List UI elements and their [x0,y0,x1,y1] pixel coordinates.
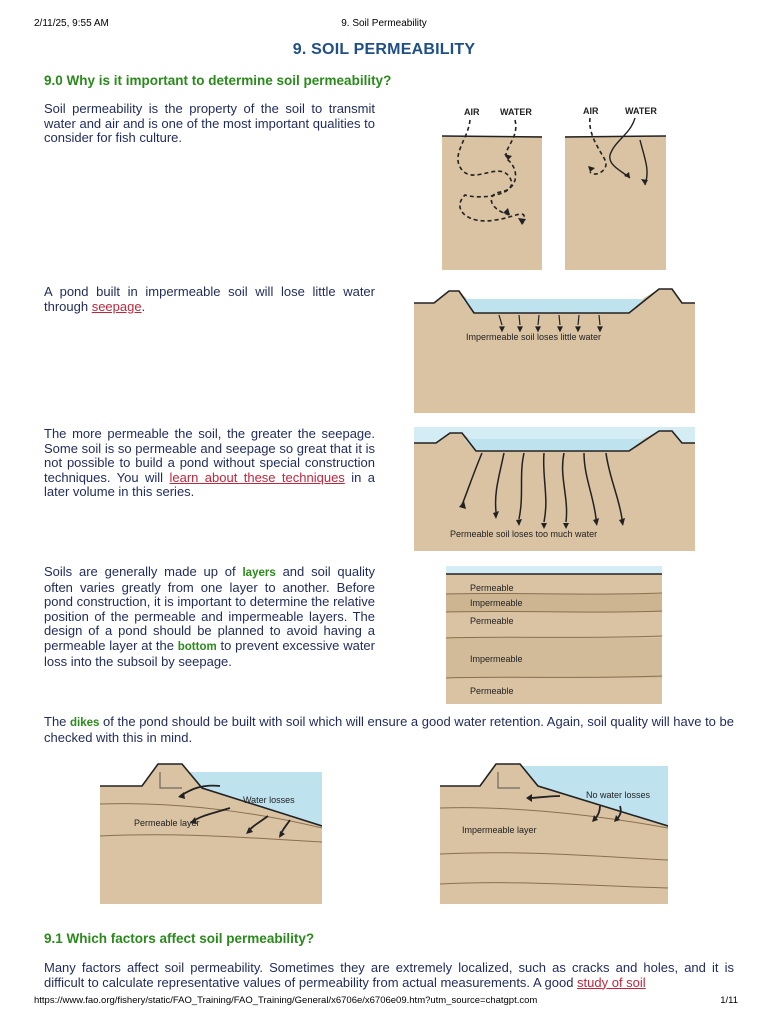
p2-text: A pond built in impermeable soil will lose little water through [44,284,375,314]
p3-text: The more permeable the soil, the greater the seepage. Some soil is so permeable and seepage so great that it is not possible to build a pond without special construction techniques. You will [44,426,375,485]
water-losses-label: Water losses [243,795,295,805]
layer-label-1: Permeable [470,583,514,593]
layer-label-5: Permeable [470,686,514,696]
figure-soil-layers [446,566,662,704]
paragraph-factors [44,961,734,990]
figure-dike-permeable-layer [100,758,322,906]
permeable-layer-label: Permeable layer [134,818,200,828]
p4-c: to prevent excessive water loss into the subsoil by seepage. [44,637,375,669]
page-title: 9. SOIL PERMEABILITY [292,41,476,58]
figure-dike-impermeable-layer [440,758,668,906]
permeable-pond-label: Permeable soil loses too much water [450,529,598,539]
paragraph-permeable-seepage [44,427,375,500]
print-page-title: 9. Soil Permeability [341,18,427,29]
impermeable-layer-label: Impermeable layer [462,825,537,835]
paragraph-impermeable-pond [44,285,375,314]
factors-text: Many factors affect soil permeability. Sometimes they are extremely localized, such as cracks and holes, and it is difficult to calculate representative values of permeability from actual measurements. A good [44,960,734,990]
paragraph-dikes [44,715,734,745]
p2-end: . [141,298,146,314]
figure-air-water-soil [440,100,670,275]
figure-impermeable-pond [414,285,695,415]
p4-b: and soil quality often varies greatly from one layer to another. Before pond construction, it is important to determine the relative position of the permeable and impermeable layers. The design of a pond should be planned to avoid having a permeable layer at the [44,564,375,653]
print-url: https://www.fao.org/fishery/static/FAO_Training/FAO_Training/General/x6706e/x6706e09.htm?utm_source=chatgpt.com [34,995,538,1006]
p3-end: in a later volume in this series. [44,469,375,500]
bottom-keyword: bottom [177,640,217,653]
section-heading-9-1: 9.1 Which factors affect soil permeability? [44,931,315,946]
print-page-number: 1/11 [720,995,738,1006]
p5-b: of the pond should be built with soil which will ensure a good water retention. Again, soil quality will have to be checked with this in mind. [44,714,734,745]
seepage-link[interactable]: seepage [91,298,142,314]
layers-keyword: layers [242,567,276,579]
layer-label-3: Permeable [470,616,514,626]
water-label-left: WATER [500,107,532,117]
figure-permeable-pond [414,427,695,551]
air-label-right: AIR [583,106,599,116]
layer-label-4: Impermeable [470,654,523,664]
section-heading-9-0: 9.0 Why is it important to determine soil permeability? [44,73,392,88]
p4-a: Soils are generally made up of [44,564,243,579]
paragraph-soil-layers [44,565,375,669]
print-datetime: 2/11/25, 9:55 AM [34,18,109,29]
dikes-keyword: dikes [70,717,100,729]
techniques-link[interactable]: learn about these techniques [169,469,345,485]
air-label-left: AIR [464,107,480,117]
paragraph-permeability-definition: Soil permeability is the property of the soil to transmit water and air and is one of the most important qualities to consider for fish culture. [44,101,375,146]
layer-label-2: Impermeable [470,598,523,608]
water-label-right: WATER [625,106,657,116]
no-water-losses-label: No water losses [586,790,651,800]
impermeable-pond-label: Impermeable soil loses little water [466,332,602,342]
study-of-soil-link[interactable]: study of soil [577,974,646,990]
p5-a: The [44,714,71,729]
